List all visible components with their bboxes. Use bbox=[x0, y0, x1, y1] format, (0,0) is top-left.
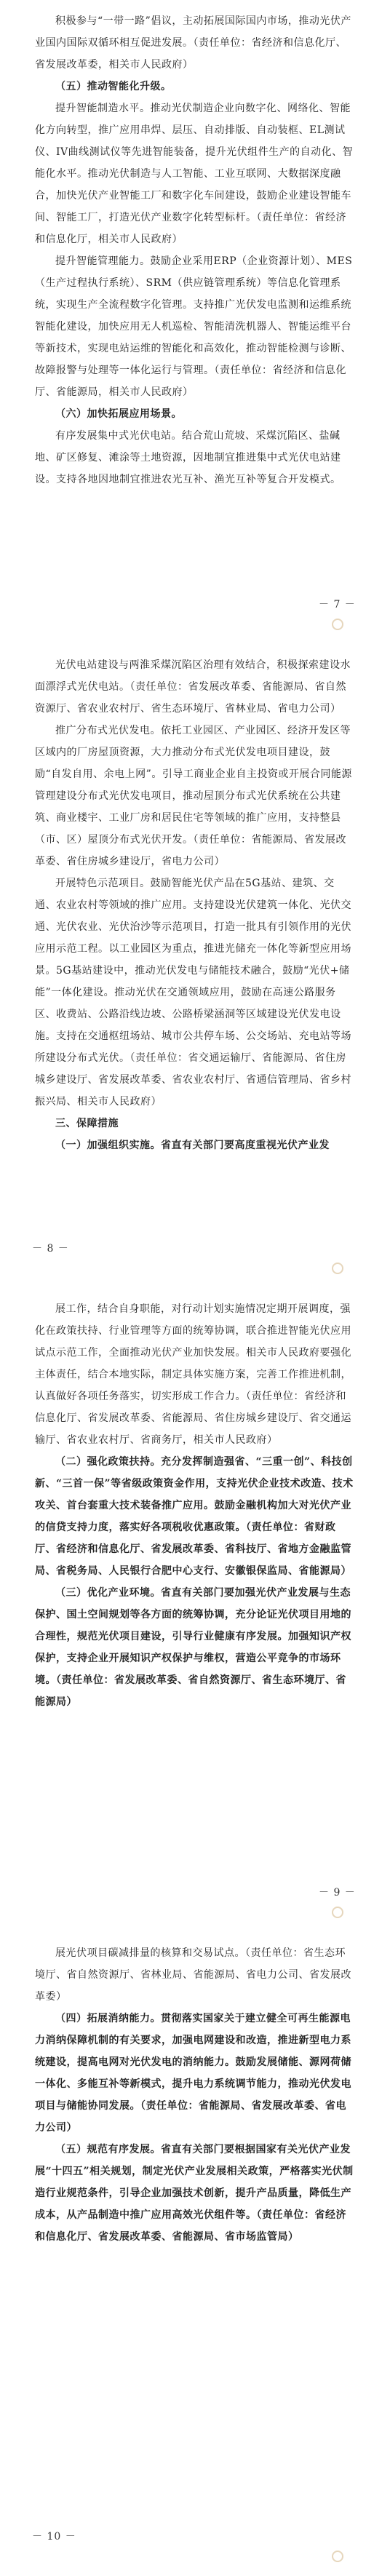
paragraph: 推广分布式光伏发电。依托工业园区、产业园区、经济开发区等区域内的厂房屋顶资源，大力推动分布式光伏发电项目建设，鼓励“自发自用、余电上网”。引导工商业企业自主投资或开展合同能源管理建设分布式光伏发电项目，推动屋顶分布式光伏系统在公共建筑、商业楼宇、工业厂房和居民住宅等领域的推广应用，支持整县（市、区）屋顶分布式光伏开发。（责任单位：省能源局、省发展改革委、省住房城乡建设厅，省电力公司） bbox=[35, 725, 352, 867]
paragraph: 提升智能管理能力。鼓励企业采用ERP（企业资源计划）、MES（生产过程执行系统）、SRM（供应链管理系统）等信息化管理系统，实现生产全流程数字化管理。支持推广光伏发电监测和运维系统智能化建设，加快应用无人机巡检、智能清洗机器人、智能运维平台等新技术，实现电站运维的智能化和高效化，推动智能检测与诊断、故障报警与处理等一体化运行与管理。（责任单位：省经济和信息化厅、省能源局，相关市人民政府） bbox=[35, 255, 353, 398]
subsection-heading: （四）拓展消纳能力。贯彻落实国家关于建立健全可再生能源电力消纳保障机制的有关要求，加强电网建设和改造，推进新型电力系统建设，提高电网对光伏发电的消纳能力。鼓励发展储能、源网荷储一体化、多能互补等新模式，提升电力系统调节能力，推动光伏发电项目与储能协同发展。（责任单位：省能源局、省发展改革委、省电力公司） bbox=[35, 2013, 351, 2134]
page-body bbox=[35, 1298, 355, 1713]
subsection-heading: （五）规范有序发展。省直有关部门要根据国家有关光伏产业发展“十四五”相关规划，制定光伏产业发展相关政策，严格落实光伏制造行业规范条件，引导企业加强技术创新，提升产品质量，降低生产成本，从产品制造中推广应用高效光伏组件等。（责任单位：省经济和信息化厅、省发展改革委、省能源局、省市场监管局） bbox=[35, 2144, 354, 2243]
watermark-icon bbox=[332, 2551, 343, 2562]
page-9 bbox=[0, 1288, 390, 1932]
paragraph: 提升智能制造水平。推动光伏制造企业向数字化、网络化、智能化方向转型，推广应用串焊、层压、自动排版、自动装框、EL测试仪、IV曲线测试仪等先进智能装备，提升光伏组件生产的自动化、智能化水平。推动光伏制造与人工智能、工业互联网、大数据深度融合，加快光伏产业智能工厂和数字化车间建设，鼓励企业建设智能车间、智能工厂，打造光伏产业数字化转型标杆。（责任单位：省经济和信息化厅，相关市人民政府） bbox=[35, 103, 354, 245]
paragraph: 开展特色示范项目。鼓励智能光伏产品在5G基站、建筑、交通、农业农村等领域的推广应用。支持建设光伏建筑一体化、光伏交通、光伏农业、光伏治沙等示范项目，打造一批具有引领作用的光伏应用示范工程。以工业园区为重点，推进光储充一体化等新型应用场景。5G基站建设中，推动光伏发电与储能技术融合，鼓励“光伏+储能”一体化建设。推动光伏在交通领域应用，鼓励在高速公路服务区、收费站、公路沿线边坡、公路桥梁涵洞等区域建设光伏发电设施。支持在交通枢纽场站、城市公共停车场、公交场站、充电站等场所建设分布式光伏。（责任单位：省交通运输厅、省能源局、省住房城乡建设厅、省发展改革委、省农业农村厅、省通信管理局、省乡村振兴局、相关市人民政府） bbox=[35, 878, 351, 1108]
section-heading: 三、保障措施 bbox=[55, 1118, 119, 1129]
watermark-icon bbox=[332, 1907, 343, 1918]
watermark-icon bbox=[332, 619, 343, 630]
watermark-logo bbox=[332, 619, 343, 630]
page-body bbox=[35, 1942, 355, 2248]
page-number: － 8 － bbox=[32, 1243, 69, 1255]
paragraph: 展工作，结合自身职能，对行动计划实施情况定期开展调度，强化在政策扶持、行业管理等方面的统筹协调，联合推进智能光伏应用试点示范工作，全面推动光伏产业加快发展。相关市人民政府要强化主体责任，结合本地实际，制定具体实施方案，完善工作推进机制，认真做好各项任务落实，切实形成工作合力。（责任单位：省经济和信息化厅、省发展改革委、省能源局、省住房城乡建设厅、省交通运输厅、省农业农村厅、省商务厅，相关市人民政府） bbox=[35, 1303, 351, 1446]
page-7 bbox=[0, 0, 390, 644]
subsection-heading: （三）优化产业环境。省直有关部门要加强光伏产业发展与生态保护、国土空间规划等各方面的统筹协调，充分论证光伏项目用地的合理性，规范光伏项目建设，引导行业健康有序发展。加强知识产权保护，支持企业开展知识产权保护与维权，营造公平竞争的市场环境。（责任单位：省发展改革委、省自然资源厅、省生态环境厅、省能源局） bbox=[35, 1587, 351, 1708]
page-8 bbox=[0, 644, 390, 1288]
subsection-heading: （二）强化政策扶持。充分发挥制造强省、“三重一创”、科技创新、“三首一保”等省级政策资金作用，支持光伏企业技术改造、技术攻关、首台套重大技术装备推广应用。鼓励金融机构加大对光伏产业的信贷支持力度，落实好各项税收优惠政策。（责任单位：省财政厅、省经济和信息化厅、省发展改革委、省科技厅、省地方金融监管局、省税务局、人民银行合肥中心支行、安徽银保监局、省能源局） bbox=[35, 1456, 354, 1577]
watermark-logo bbox=[332, 1263, 343, 1274]
page-number: － 10 － bbox=[32, 2531, 76, 2543]
subsection-heading: （一）加强组织实施。省直有关部门要高度重视光伏产业发 bbox=[55, 1140, 330, 1151]
subsection-heading: （五）推动智能化升级。 bbox=[55, 81, 172, 92]
watermark-logo bbox=[332, 2551, 343, 2562]
paragraph: 有序发展集中式光伏电站。结合荒山荒坡、采煤沉陷区、盐碱地、矿区修复、滩涂等土地资源，因地制宜推进集中式光伏电站建设。支持各地因地制宜推进农光互补、渔光互补等复合开发模式。 bbox=[35, 430, 341, 485]
paragraph: 展光伏项目碳减排量的核算和交易试点。（责任单位：省生态环境厅、省自然资源厅、省林业局、省能源局、省电力公司、省发展改革委） bbox=[35, 1947, 351, 2003]
subsection-heading: （六）加快拓展应用场景。 bbox=[55, 408, 182, 420]
page-number: － 9 － bbox=[319, 1887, 356, 1899]
watermark-icon bbox=[332, 1263, 343, 1274]
page-10 bbox=[0, 1932, 390, 2576]
paragraph: 积极参与“一带一路”倡议，主动拓展国际国内市场，推动光伏产业国内国际双循环相互促进发展。（责任单位：省经济和信息化厅、省发展改革委，相关市人民政府） bbox=[35, 15, 351, 71]
watermark-logo bbox=[332, 1907, 343, 1918]
page-body bbox=[35, 654, 355, 1156]
page-number: － 7 － bbox=[319, 599, 356, 611]
paragraph: 光伏电站建设与两淮采煤沉陷区治理有效结合，积极探索建设水面漂浮式光伏电站。（责任单位：省发展改革委、省能源局、省自然资源厅、省农业农村厅、省生态环境厅、省林业局、省电力公司） bbox=[35, 659, 351, 715]
page-body bbox=[35, 10, 355, 490]
